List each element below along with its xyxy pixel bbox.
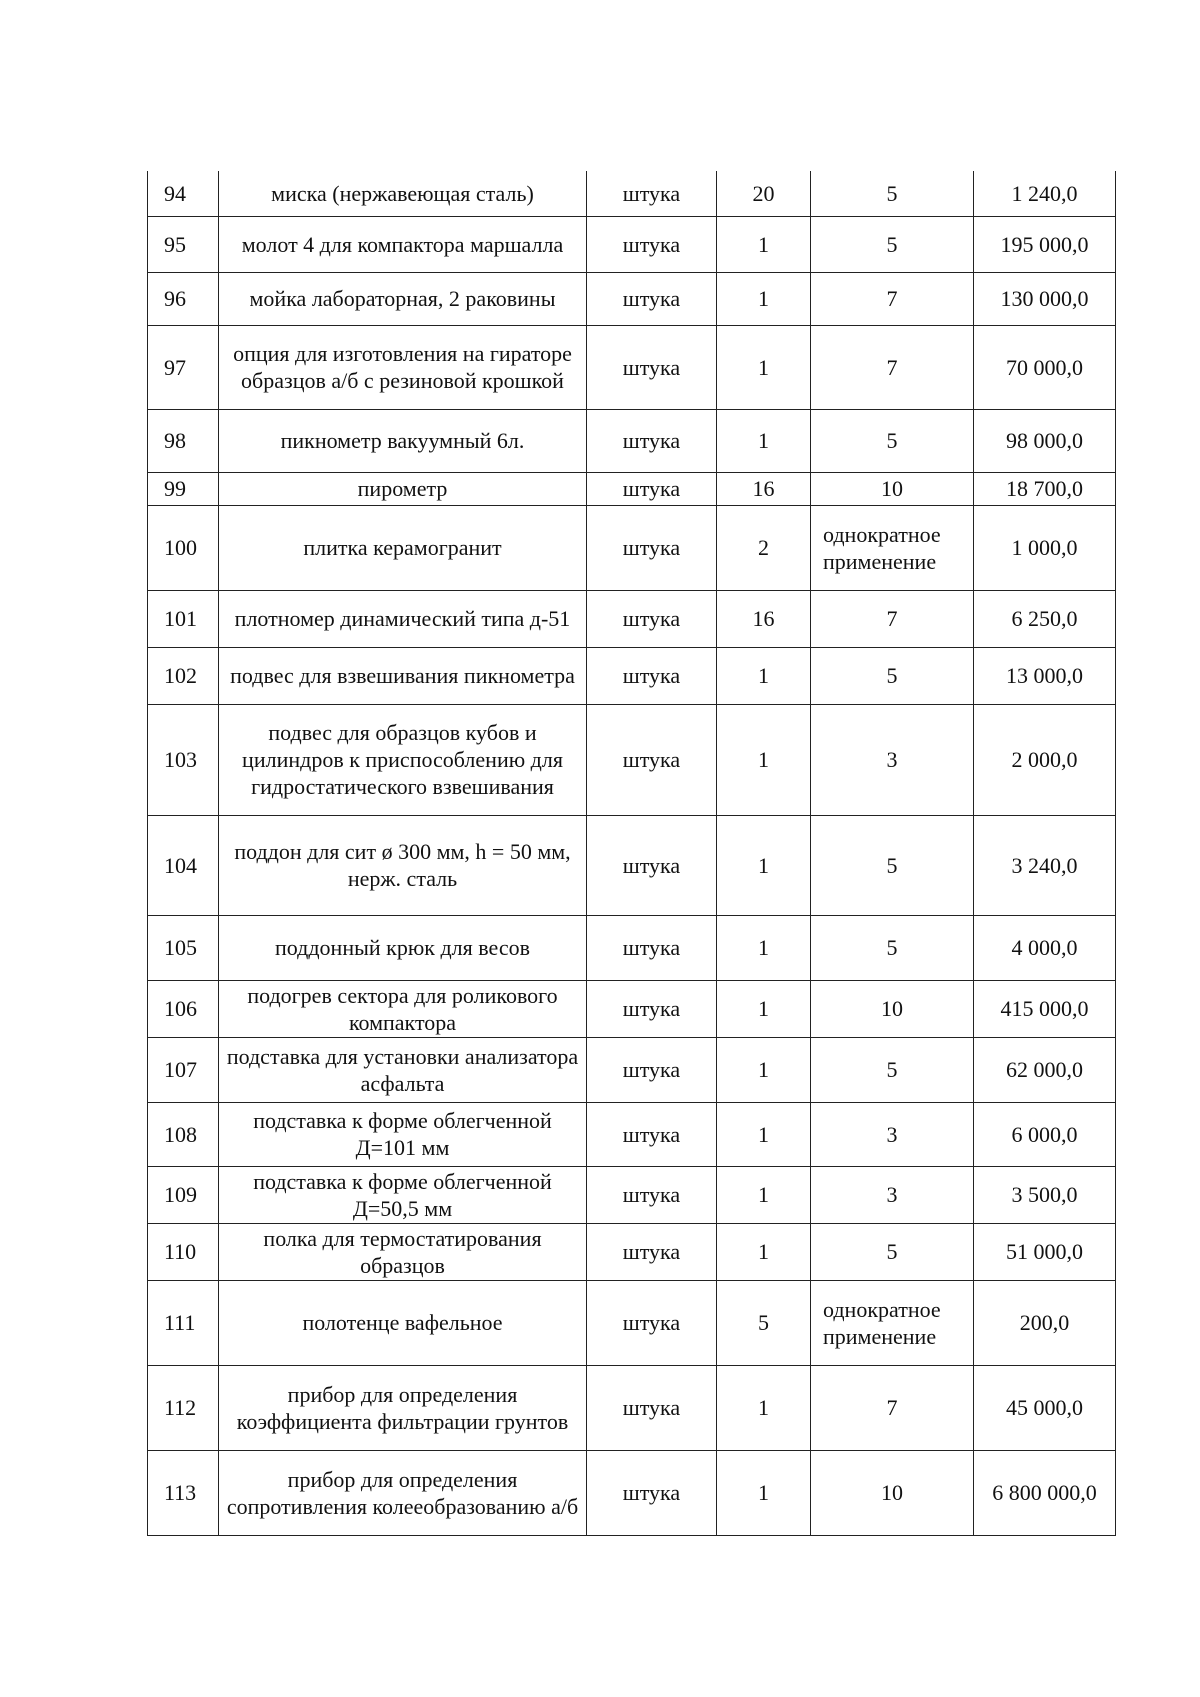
cell-name: пирометр [219,472,587,505]
equipment-table [147,171,1116,1536]
cell-period: 7 [811,1365,974,1450]
table-row [148,1166,1116,1223]
cell-price: 4 000,0 [974,915,1116,980]
cell-period: однократное применение [811,505,974,590]
cell-name: прибор для определения сопротивления колееобразованию а/б [219,1450,587,1535]
cell-price: 62 000,0 [974,1037,1116,1102]
cell-unit: штука [587,1037,717,1102]
cell-price: 13 000,0 [974,647,1116,704]
table-row [148,980,1116,1037]
cell-name: поддон для сит ø 300 мм, h = 50 мм, нерж. сталь [219,815,587,915]
cell-period: 5 [811,1037,974,1102]
table-row [148,171,1116,216]
cell-name: подставка для установки анализатора асфальта [219,1037,587,1102]
cell-qty: 1 [717,409,811,472]
cell-num: 113 [148,1450,219,1535]
cell-qty: 1 [717,1037,811,1102]
cell-qty: 1 [717,1365,811,1450]
cell-period: 10 [811,472,974,505]
cell-name: миска (нержавеющая сталь) [219,171,587,216]
table-row [148,590,1116,647]
cell-unit: штука [587,171,717,216]
table-row [148,409,1116,472]
cell-name: поддонный крюк для весов [219,915,587,980]
cell-price: 6 000,0 [974,1102,1116,1166]
cell-unit: штука [587,1365,717,1450]
cell-num: 107 [148,1037,219,1102]
cell-unit: штука [587,472,717,505]
cell-price: 130 000,0 [974,272,1116,325]
cell-num: 99 [148,472,219,505]
cell-price: 6 800 000,0 [974,1450,1116,1535]
cell-unit: штука [587,325,717,409]
table-row [148,815,1116,915]
cell-unit: штука [587,1280,717,1365]
cell-qty: 1 [717,1450,811,1535]
cell-num: 98 [148,409,219,472]
table-row [148,472,1116,505]
cell-name: плитка керамогранит [219,505,587,590]
cell-price: 1 240,0 [974,171,1116,216]
table-row [148,1223,1116,1280]
table-row [148,1037,1116,1102]
cell-unit: штука [587,915,717,980]
table-body [148,171,1116,1535]
table-row [148,647,1116,704]
cell-qty: 1 [717,216,811,272]
cell-qty: 1 [717,980,811,1037]
cell-num: 103 [148,704,219,815]
cell-period: 7 [811,272,974,325]
cell-price: 2 000,0 [974,704,1116,815]
cell-unit: штука [587,1102,717,1166]
cell-unit: штука [587,590,717,647]
cell-period: 3 [811,1166,974,1223]
cell-unit: штука [587,1166,717,1223]
cell-num: 110 [148,1223,219,1280]
cell-qty: 1 [717,272,811,325]
cell-unit: штука [587,704,717,815]
cell-name: подвес для образцов кубов и цилиндров к приспособлению для гидростатического взвешивания [219,704,587,815]
cell-unit: штука [587,1450,717,1535]
cell-qty: 16 [717,472,811,505]
cell-period: 5 [811,1223,974,1280]
cell-num: 97 [148,325,219,409]
cell-price: 3 500,0 [974,1166,1116,1223]
cell-qty: 1 [717,915,811,980]
cell-qty: 1 [717,647,811,704]
table-row [148,505,1116,590]
cell-name: подогрев сектора для роликового компактора [219,980,587,1037]
cell-num: 96 [148,272,219,325]
cell-price: 70 000,0 [974,325,1116,409]
cell-price: 98 000,0 [974,409,1116,472]
cell-num: 111 [148,1280,219,1365]
table-row [148,272,1116,325]
cell-period: 3 [811,1102,974,1166]
cell-price: 1 000,0 [974,505,1116,590]
cell-num: 101 [148,590,219,647]
table-row [148,216,1116,272]
cell-period: 10 [811,980,974,1037]
cell-num: 112 [148,1365,219,1450]
cell-name: полотенце вафельное [219,1280,587,1365]
cell-num: 108 [148,1102,219,1166]
cell-qty: 5 [717,1280,811,1365]
cell-period: 7 [811,325,974,409]
cell-price: 195 000,0 [974,216,1116,272]
cell-qty: 1 [717,1166,811,1223]
cell-unit: штука [587,815,717,915]
table-row [148,915,1116,980]
cell-name: полка для термостатирования образцов [219,1223,587,1280]
table-row [148,704,1116,815]
cell-period: 7 [811,590,974,647]
cell-num: 104 [148,815,219,915]
table-row [148,1450,1116,1535]
cell-price: 415 000,0 [974,980,1116,1037]
cell-price: 3 240,0 [974,815,1116,915]
cell-name: опция для изготовления на гираторе образцов а/б с резиновой крошкой [219,325,587,409]
cell-period: 3 [811,704,974,815]
cell-price: 200,0 [974,1280,1116,1365]
cell-qty: 20 [717,171,811,216]
cell-name: прибор для определения коэффициента фильтрации грунтов [219,1365,587,1450]
cell-qty: 1 [717,325,811,409]
cell-qty: 1 [717,1223,811,1280]
cell-num: 94 [148,171,219,216]
cell-num: 105 [148,915,219,980]
cell-unit: штука [587,1223,717,1280]
cell-unit: штука [587,647,717,704]
cell-period: 5 [811,815,974,915]
table-row [148,1102,1116,1166]
cell-qty: 1 [717,815,811,915]
cell-num: 95 [148,216,219,272]
cell-qty: 1 [717,1102,811,1166]
cell-num: 106 [148,980,219,1037]
cell-period: 5 [811,915,974,980]
cell-price: 45 000,0 [974,1365,1116,1450]
cell-num: 100 [148,505,219,590]
cell-name: плотномер динамический типа д-51 [219,590,587,647]
cell-name: молот 4 для компактора маршалла [219,216,587,272]
cell-name: подставка к форме облегченной Д=101 мм [219,1102,587,1166]
cell-period: 5 [811,647,974,704]
cell-unit: штука [587,409,717,472]
cell-name: подставка к форме облегченной Д=50,5 мм [219,1166,587,1223]
cell-period: 5 [811,409,974,472]
cell-num: 102 [148,647,219,704]
cell-price: 51 000,0 [974,1223,1116,1280]
cell-name: пикнометр вакуумный 6л. [219,409,587,472]
cell-period: 10 [811,1450,974,1535]
cell-num: 109 [148,1166,219,1223]
cell-price: 6 250,0 [974,590,1116,647]
table-row [148,1280,1116,1365]
cell-qty: 1 [717,704,811,815]
cell-period: однократное применение [811,1280,974,1365]
cell-unit: штука [587,980,717,1037]
cell-period: 5 [811,171,974,216]
table-row [148,1365,1116,1450]
cell-qty: 2 [717,505,811,590]
cell-unit: штука [587,216,717,272]
cell-qty: 16 [717,590,811,647]
cell-name: подвес для взвешивания пикнометра [219,647,587,704]
table-row [148,325,1116,409]
cell-name: мойка лабораторная, 2 раковины [219,272,587,325]
cell-unit: штука [587,272,717,325]
cell-price: 18 700,0 [974,472,1116,505]
cell-period: 5 [811,216,974,272]
cell-unit: штука [587,505,717,590]
